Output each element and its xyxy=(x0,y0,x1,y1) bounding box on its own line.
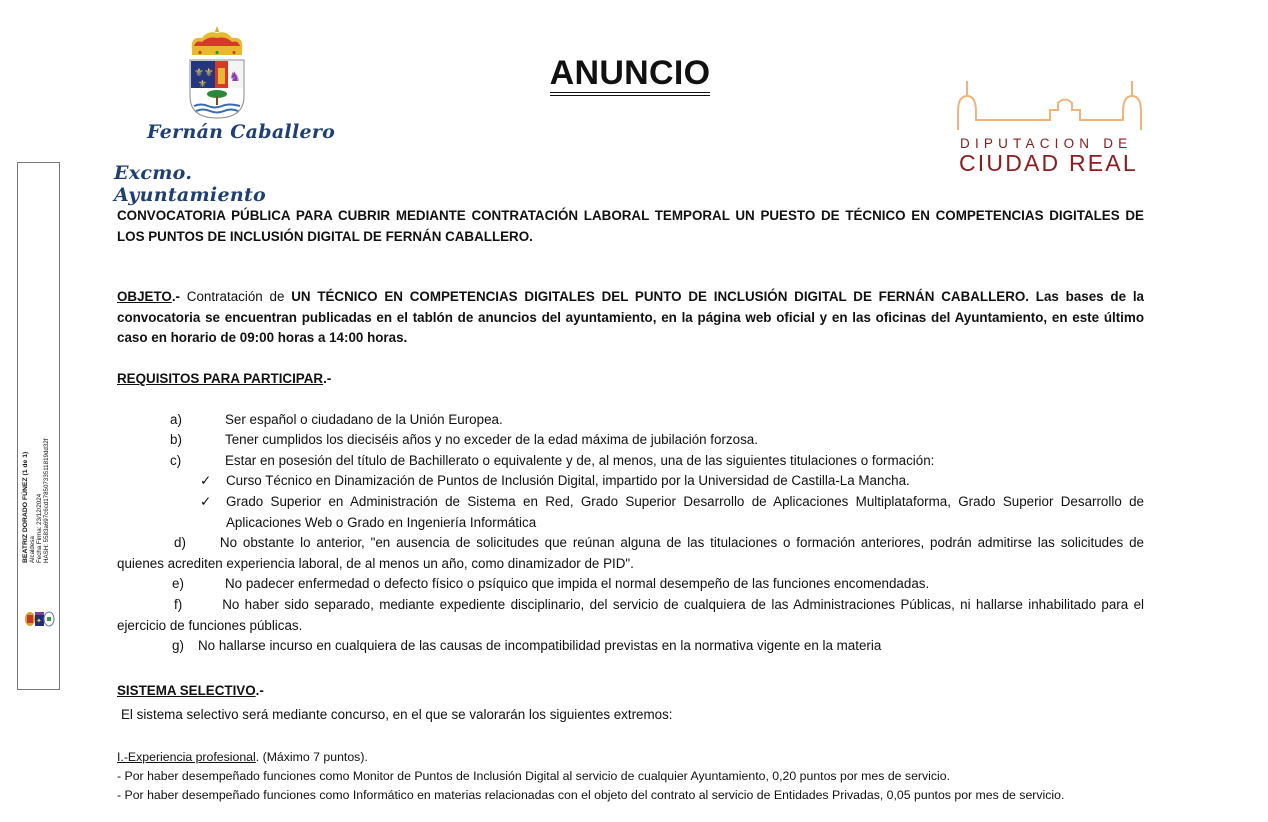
diputacion-line1: DIPUTACION DE xyxy=(960,136,1133,151)
experiencia-line: - Por haber desempeñado funciones como Informático en materias relacionadas con el objeto del contrato al servicio de Entidades Privadas, 0,05 puntos por mes de servicio. xyxy=(117,788,1065,802)
item-label: a) xyxy=(170,412,182,427)
signature-box xyxy=(17,162,60,690)
sistema-label: SISTEMA SELECTIVO xyxy=(117,683,256,698)
experiencia-title xyxy=(117,748,1144,767)
ayuntamiento-subtitle: Excmo. Ayuntamiento xyxy=(114,162,267,206)
experiencia-line: - Por haber desempeñado funciones como Monitor de Puntos de Inclusión Digital al servicio de cualquier Ayuntamiento, 0,20 puntos por mes de servicio. xyxy=(117,769,951,783)
svg-text:⚜: ⚜ xyxy=(198,79,207,90)
title-text: ANUNCIO xyxy=(550,54,711,96)
list-item xyxy=(117,533,1144,574)
item-label: e) xyxy=(172,576,184,591)
list-item xyxy=(117,595,1144,636)
item-text: Estar en posesión del título de Bachillerato o equivalente y de, al menos, una de las siguientes titulaciones o formación: xyxy=(225,453,935,468)
check-icon: ✓ xyxy=(200,473,212,488)
ayuntamiento-logo xyxy=(110,20,350,206)
diputacion-line2: CIUDAD REAL xyxy=(959,150,1138,176)
diputacion-logo xyxy=(955,78,1155,178)
sistema-sep: .- xyxy=(255,683,264,698)
item-label: d) xyxy=(174,535,186,550)
item-text: Tener cumplidos los dieciséis años y no exceder de la edad máxima de jubilación forzosa. xyxy=(225,432,758,447)
requisitos-title xyxy=(117,369,331,390)
item-text: No haber sido separado, mediante expediente disciplinario, del servicio de cualquiera de las Administraciones Públicas, ni hallarse inhabilitado para el ejercicio de funciones públicas. xyxy=(117,597,1144,633)
svg-text:⚜⚜: ⚜⚜ xyxy=(194,67,214,79)
svg-text:♞: ♞ xyxy=(229,69,241,84)
signer-name: BEATRIZ DORADO FÚNEZ (1 de 1) xyxy=(22,451,29,563)
item-label: g) xyxy=(172,638,184,653)
ayuntamiento-name: Fernán Caballero xyxy=(147,121,336,143)
convocatoria-heading: CONVOCATORIA PÚBLICA PARA CUBRIR MEDIANTE CONTRATACIÓN LABORAL TEMPORAL UN PUESTO DE TÉCNICO EN COMPETENCIAS DIGITALES DE LOS PUNTOS DE INCLUSIÓN DIGITAL DE FERNÁN CABALLERO. xyxy=(117,208,1144,244)
item-label: f) xyxy=(174,597,183,612)
sistema-text: El sistema selectivo será mediante concurso, en el que se valorarán los siguientes extremos: xyxy=(121,707,673,722)
small-crest-icon xyxy=(24,609,56,629)
item-label: b) xyxy=(170,432,182,447)
experiencia-section xyxy=(117,748,1144,805)
item-text: No obstante lo anterior, "en ausencia de solicitudes que reúnan alguna de las titulaciones o formación anteriores, podrán admitirse las solicitudes de quienes acrediten experiencia laboral, de al menos un año, como dinamizador de PID". xyxy=(117,535,1144,571)
objeto-paragraph xyxy=(117,287,1144,349)
signature-date: Fecha Firma: 23/12/2024 xyxy=(36,493,43,563)
check-icon: ✓ xyxy=(200,494,212,509)
item-label: c) xyxy=(170,453,182,468)
objeto-lead: Contratación de xyxy=(180,289,292,304)
sub-item-text: Grado Superior en Administración de Sistema en Red, Grado Superior Desarrollo de Aplicaciones Multiplataforma, Grado Superior Desarrollo de Aplicaciones Web o Grado en Ingeniería Informática xyxy=(226,494,1144,530)
objeto-body: UN TÉCNICO EN COMPETENCIAS DIGITALES DEL PUNTO DE INCLUSIÓN DIGITAL DE FERNÁN CABALLERO. Las bases de la convocatoria se encuentran publicadas en el tablón de anuncios del ayuntamiento, en la página web oficial y en las oficinas del Ayuntamiento, en este último caso en horario de 09:00 horas a 14:00 horas. xyxy=(117,289,1144,345)
requisitos-label: REQUISITOS PARA PARTICIPAR xyxy=(117,371,324,386)
experiencia-label: I.-Experiencia profesional xyxy=(117,750,256,764)
sistema-title xyxy=(117,681,264,702)
objeto-label: OBJETO xyxy=(117,289,172,304)
svg-text:✦: ✦ xyxy=(36,618,42,625)
item-text: No padecer enfermedad o defecto físico o psíquico que impida el normal desempeño de las funciones encomendadas. xyxy=(225,576,930,591)
sub-item-text: Curso Técnico en Dinamización de Puntos de Inclusión Digital, impartido por la Universidad de Castilla-La Mancha. xyxy=(226,473,910,488)
objeto-sep: .- xyxy=(171,289,181,304)
item-text: No hallarse incurso en cualquiera de las causas de incompatibilidad previstas en la normativa vigente en la materia xyxy=(198,638,882,653)
signer-role: Alcaldesa xyxy=(29,536,36,563)
item-text: Ser español o ciudadano de la Unión Europea. xyxy=(225,412,503,427)
building-outline-icon xyxy=(955,78,1155,138)
experiencia-suffix: . (Máximo 7 puntos). xyxy=(255,750,368,764)
requisitos-sep: .- xyxy=(323,371,332,386)
signature-hash: HASH: 5583a697c6cd17850733511819dd32f xyxy=(43,438,50,563)
